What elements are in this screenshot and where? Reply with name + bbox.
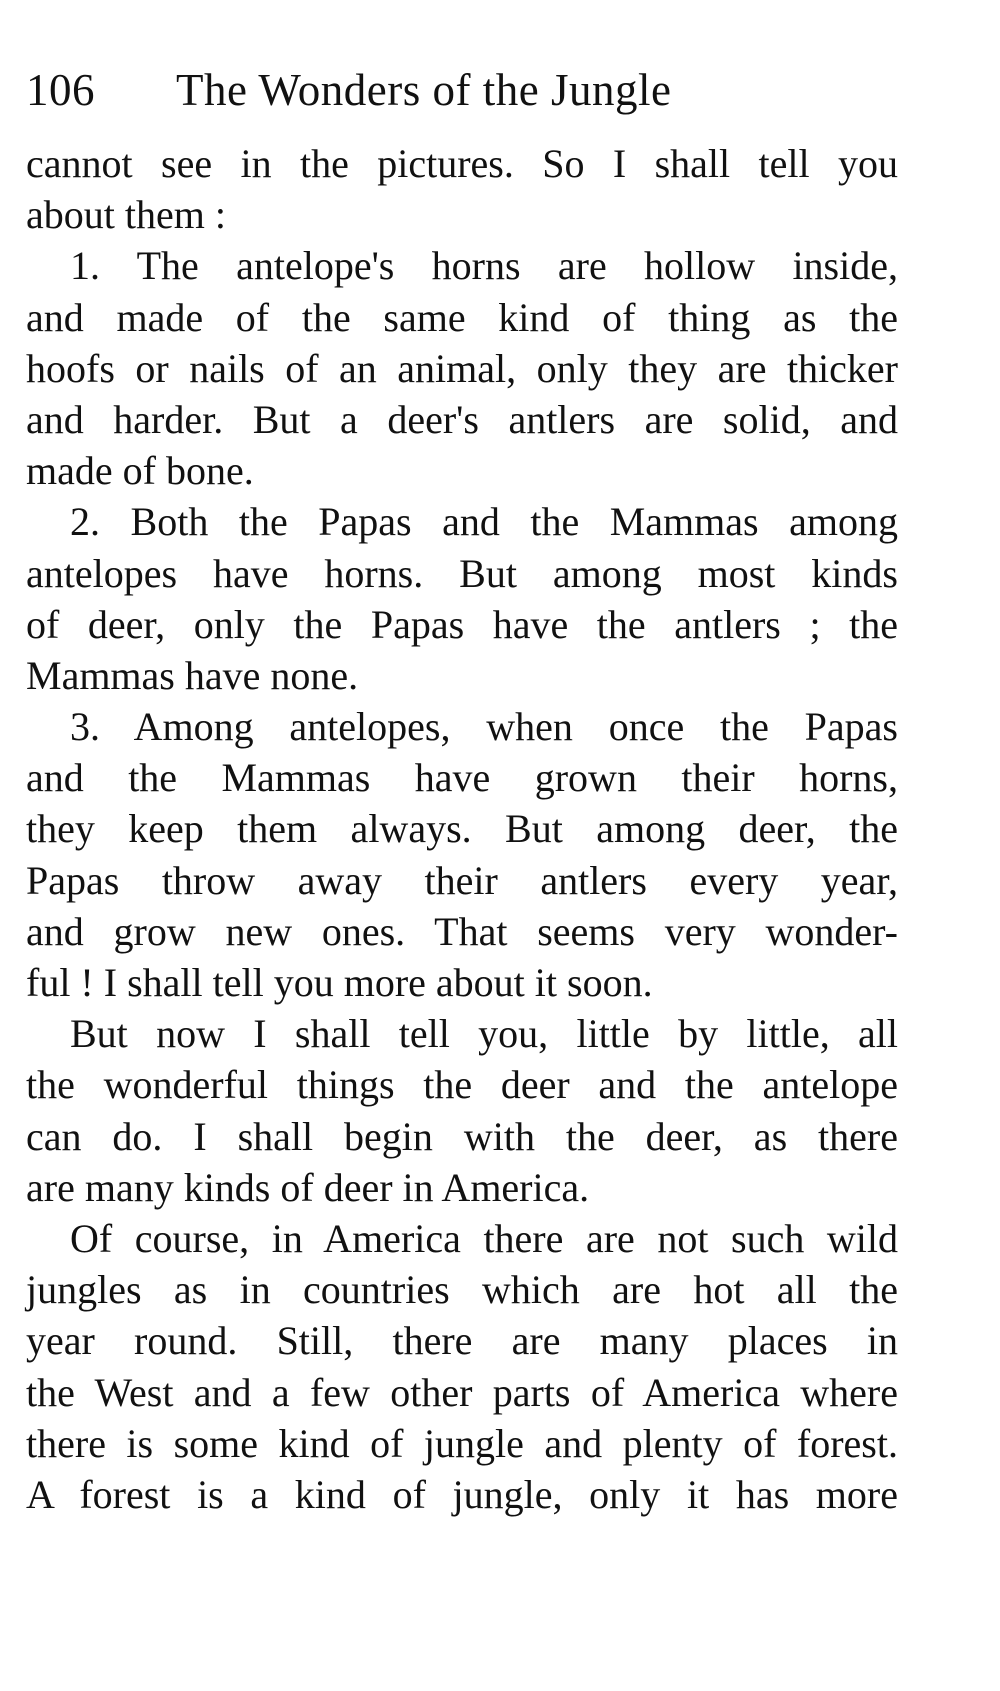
text-line: about them : bbox=[26, 192, 226, 238]
page-number: 106 bbox=[26, 65, 95, 115]
text-line: made of bone. bbox=[26, 448, 254, 494]
running-header bbox=[26, 62, 926, 118]
body-text bbox=[26, 138, 898, 1520]
text-line: 2. Both the Papas and the Mammas among bbox=[70, 499, 898, 545]
running-title: The Wonders of the Jungle bbox=[176, 65, 672, 115]
text-line: But now I shall tell you, little by little, all bbox=[70, 1011, 898, 1057]
text-line: cannot see in the pictures. So I shall tell you bbox=[26, 141, 898, 186]
text-line: Papas throw away their antlers every year, bbox=[26, 857, 898, 903]
text-line: they keep them always. But among deer, the bbox=[26, 806, 898, 852]
text-line: there is some kind of jungle and plenty of forest. bbox=[26, 1420, 898, 1466]
text-line: and made of the same kind of thing as the bbox=[26, 294, 898, 340]
text-line: and harder. But a deer's antlers are solid, and bbox=[26, 396, 898, 442]
text-line: 3. Among antelopes, when once the Papas bbox=[70, 704, 898, 750]
text-line: antelopes have horns. But among most kinds bbox=[26, 550, 898, 596]
text-line: are many kinds of deer in America. bbox=[26, 1164, 590, 1210]
text-line: hoofs or nails of an animal, only they are thicker bbox=[26, 345, 898, 391]
text-line: Mammas have none. bbox=[26, 652, 359, 698]
text-line: and grow new ones. That seems very wonder- bbox=[26, 908, 898, 954]
text-line: Of course, in America there are not such wild bbox=[70, 1215, 898, 1261]
text-line: A forest is a kind of jungle, only it has more bbox=[26, 1471, 898, 1517]
text-line: the wonderful things the deer and the antelope bbox=[26, 1062, 898, 1108]
text-line: ful ! I shall tell you more about it soon. bbox=[26, 960, 653, 1005]
text-line: year round. Still, there are many places in bbox=[26, 1318, 898, 1364]
text-line: and the Mammas have grown their horns, bbox=[26, 755, 898, 801]
text-line: 1. The antelope's horns are hollow inside, bbox=[70, 243, 898, 289]
text-line: jungles as in countries which are hot all the bbox=[26, 1267, 898, 1313]
text-line: can do. I shall begin with the deer, as there bbox=[26, 1113, 898, 1159]
text-line: of deer, only the Papas have the antlers ; the bbox=[26, 601, 898, 647]
text-line: the West and a few other parts of America where bbox=[26, 1369, 898, 1415]
